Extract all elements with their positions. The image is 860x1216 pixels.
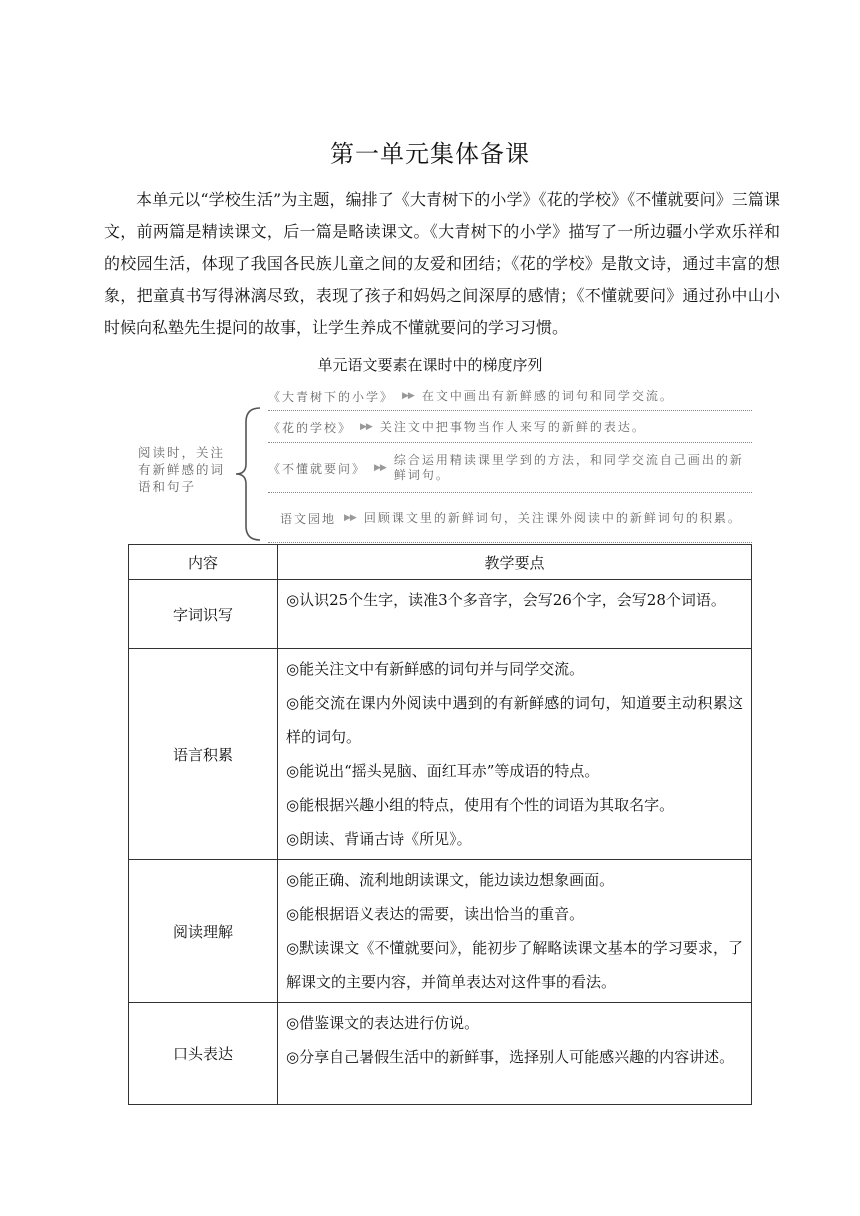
teaching-point: ◎借鉴课文的表达进行仿说。 (286, 1014, 480, 1032)
points-cell (278, 580, 752, 649)
diagram-title: 单元语文要素在课时中的梯度序列 (317, 356, 543, 374)
diagram-lesson: 《不懂就要问》 (268, 461, 367, 476)
brace-icon (232, 406, 262, 542)
table-row (129, 580, 752, 649)
diagram-desc: 关注文中把事物当作人来写的新鲜的表达。 (379, 419, 646, 434)
teaching-points-table (128, 544, 752, 1105)
category-cell: 语言积累 (129, 649, 278, 860)
double-arrow-icon: ▶▶ (360, 422, 372, 432)
column-header-points: 教学要点 (278, 545, 752, 580)
teaching-point: ◎能说出“摇头晃脑、面红耳赤”等成语的特点。 (286, 762, 600, 780)
diagram-lesson: 语文园地 (280, 511, 337, 526)
teaching-point: ◎分享自己暑假生活中的新鲜事，选择别人可能感兴趣的内容讲述。 (286, 1048, 735, 1066)
double-arrow-icon: ▶▶ (402, 391, 414, 401)
page-title: 第一单元集体备课 (330, 140, 530, 168)
table-row (129, 1003, 752, 1105)
diagram-row (268, 444, 752, 493)
diagram-desc: 综合运用精读课里学到的方法，和同学交流自己画出的新鲜词句。 (393, 453, 744, 482)
diagram-label: 阅读时，关注有新鲜感的词语和句子 (138, 445, 226, 494)
diagram-desc: 回顾课文里的新鲜词句，关注课外阅读中的新鲜词句的积累。 (363, 510, 742, 525)
diagram-lesson: 《花的学校》 (268, 420, 353, 435)
table-row (129, 649, 752, 860)
teaching-point: ◎能正确、流利地朗读课文，能边读边想象画面。 (286, 871, 615, 889)
teaching-point: ◎能根据兴趣小组的特点，使用有个性的词语为其取名字。 (286, 796, 675, 814)
gradient-sequence-diagram (128, 378, 758, 544)
double-arrow-icon: ▶▶ (374, 463, 386, 473)
category-cell: 字词识写 (129, 580, 278, 649)
category-cell: 阅读理解 (129, 860, 278, 1003)
points-cell (278, 1003, 752, 1105)
teaching-point: ◎认识25个生字，读准3个多音字，会写26个字，会写28个词语。 (286, 591, 726, 609)
teaching-point: ◎能交流在课内外阅读中遇到的有新鲜感的词句，知道要主动积累这样的词句。 (286, 694, 743, 746)
teaching-point: ◎默读课文《不懂就要问》，能初步了解略读课文基本的学习要求，了解课文的主要内容，并简单表达对这件事的看法。 (286, 939, 743, 991)
diagram-desc: 在文中画出有新鲜感的词句和同学交流。 (421, 388, 674, 403)
diagram-row (268, 494, 752, 543)
diagram-row (268, 412, 752, 443)
teaching-point: ◎能关注文中有新鲜感的词句并与同学交流。 (286, 660, 585, 678)
diagram-lesson: 《大青树下的小学》 (268, 389, 395, 404)
table-header-row (129, 545, 752, 580)
table-row (129, 860, 752, 1003)
double-arrow-icon: ▶▶ (344, 513, 356, 523)
teaching-point: ◎能根据语义表达的需要，读出恰当的重音。 (286, 905, 585, 923)
category-cell: 口头表达 (129, 1003, 278, 1105)
intro-paragraph: 本单元以“学校生活”为主题，编排了《大青树下的小学》《花的学校》《不懂就要问》三篇课文，前两篇是精读课文，后一篇是略读课文。《大青树下的小学》描写了一所边疆小学欢乐祥和的校园生活，体现了我国各民族儿童之间的友爱和团结；《花的学校》是散文诗，通过丰富的想象，把童真书写得淋漓尽致，表现了孩子和妈妈之间深厚的感情；《不懂就要问》通过孙中山小时候向私塾先生提问的故事，让学生养成不懂就要问的学习习惯。 (104, 190, 780, 337)
points-cell (278, 860, 752, 1003)
teaching-point: ◎朗读、背诵古诗《所见》。 (286, 830, 472, 848)
diagram-row (268, 382, 752, 411)
points-cell (278, 649, 752, 860)
column-header-content: 内容 (129, 545, 278, 580)
